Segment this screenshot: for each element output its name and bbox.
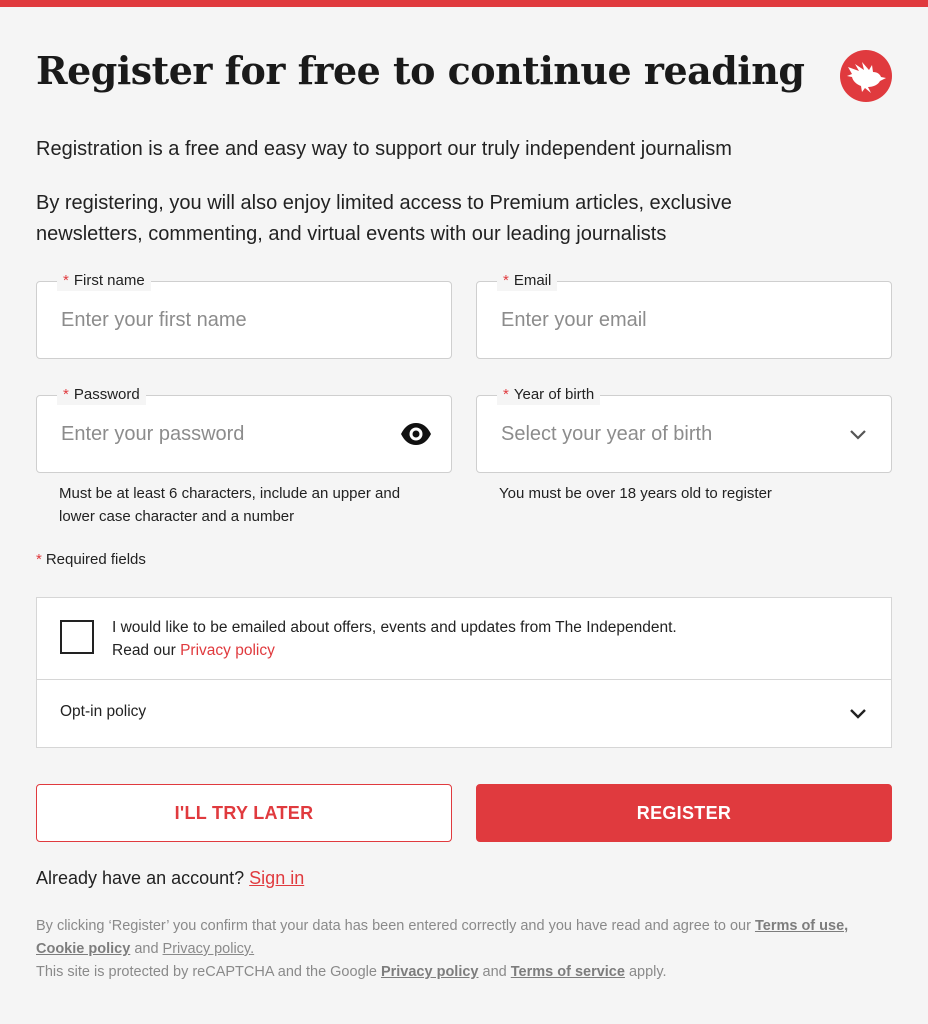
required-asterisk: * xyxy=(36,551,42,568)
legal-text: By clicking ‘Register’ you confirm that your data has been entered correctly and you have read and agree to our xyxy=(36,918,751,934)
required-asterisk: * xyxy=(63,272,69,289)
opt-in-policy-label: Opt-in policy xyxy=(60,703,147,720)
password-field xyxy=(36,386,452,473)
sign-in-question: Already have an account? xyxy=(36,868,245,888)
year-of-birth-hint: You must be over 18 years old to register xyxy=(499,485,772,502)
legal-apply: apply. xyxy=(628,964,667,980)
google-privacy-policy-link[interactable]: Privacy policy xyxy=(380,964,479,980)
google-terms-of-service-link[interactable]: Terms of service xyxy=(510,964,625,980)
email-input[interactable] xyxy=(501,304,831,336)
password-label xyxy=(57,385,146,405)
required-asterisk: * xyxy=(503,386,509,403)
email-label xyxy=(497,271,557,291)
password-label-text: Password xyxy=(73,386,140,403)
benefits-text: By registering, you will also enjoy limited access to Premium articles, exclusive newsletters, commenting, and virtual events with our leading journalists xyxy=(36,192,732,245)
first-name-input[interactable] xyxy=(61,304,391,336)
password-input[interactable] xyxy=(61,418,391,450)
required-asterisk: * xyxy=(503,272,509,289)
year-of-birth-label xyxy=(497,385,600,405)
email-field xyxy=(476,272,892,359)
year-of-birth-label-text: Year of birth xyxy=(513,386,595,403)
cookie-policy-link[interactable]: Cookie policy xyxy=(36,941,131,957)
first-name-field xyxy=(36,272,452,359)
legal-and: and xyxy=(134,941,159,957)
sign-in-prompt xyxy=(36,868,304,889)
legal-and-2: and xyxy=(482,964,507,980)
privacy-policy-legal-link[interactable]: Privacy policy. xyxy=(162,941,255,957)
required-fields-note xyxy=(36,551,146,568)
password-hint: Must be at least 6 characters, include an upper and lower case character and a number xyxy=(59,485,401,525)
email-label-text: Email xyxy=(513,272,552,289)
eye-icon[interactable] xyxy=(399,420,433,448)
chevron-down-icon xyxy=(847,705,869,721)
eagle-logo-icon xyxy=(840,50,892,102)
year-of-birth-placeholder: Select your year of birth xyxy=(501,423,713,445)
sign-in-link[interactable]: Sign in xyxy=(249,868,305,888)
page-title: Register for free to continue reading xyxy=(36,48,805,93)
marketing-consent-panel xyxy=(36,597,892,748)
year-of-birth-select[interactable] xyxy=(476,386,892,473)
top-accent-bar xyxy=(0,0,928,7)
marketing-consent-checkbox[interactable] xyxy=(60,620,94,654)
privacy-policy-link[interactable]: Privacy policy xyxy=(180,642,275,659)
consent-statement: I would like to be emailed about offers, events and updates from The Independent. xyxy=(112,619,677,636)
chevron-down-icon xyxy=(847,426,869,442)
first-name-label-text: First name xyxy=(73,272,145,289)
intro-text: Registration is a free and easy way to support our truly independent journalism xyxy=(36,138,732,160)
read-our-text: Read our xyxy=(112,642,176,659)
first-name-label xyxy=(57,271,151,291)
try-later-button[interactable]: I'LL TRY LATER xyxy=(36,784,452,842)
terms-of-use-link[interactable]: Terms of use, xyxy=(754,918,849,934)
opt-in-policy-toggle[interactable] xyxy=(37,679,891,747)
consent-row xyxy=(37,598,891,680)
recaptcha-text: This site is protected by reCAPTCHA and the Google xyxy=(36,964,377,980)
register-button[interactable]: REGISTER xyxy=(476,784,892,842)
legal-notice xyxy=(36,915,896,984)
required-fields-text: Required fields xyxy=(45,551,146,568)
consent-text xyxy=(112,616,677,662)
required-asterisk: * xyxy=(63,386,69,403)
